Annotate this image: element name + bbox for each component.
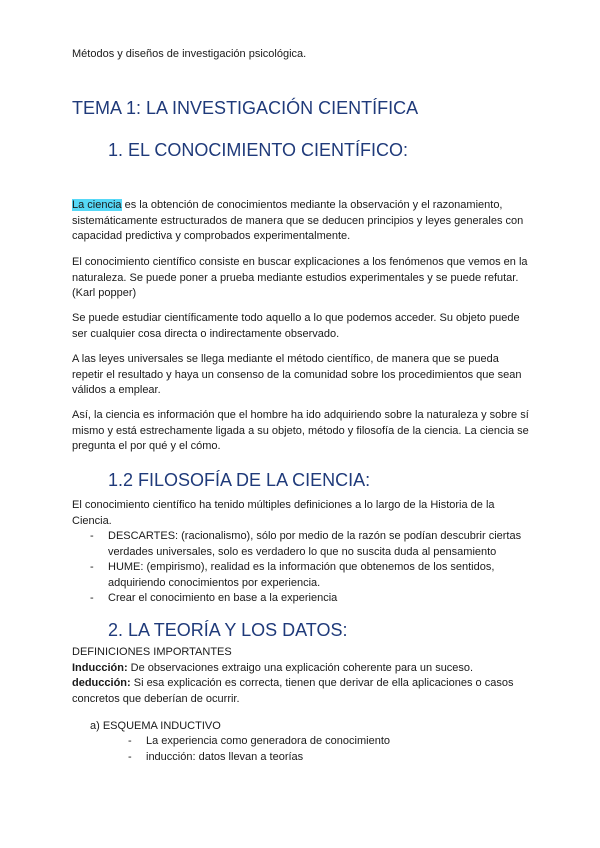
list-item: - DESCARTES: (racionalismo), sólo por medio de la razón se podían descubrir ciertas verdades universales, solo es verdadero lo que no suscita duda al pensamiento xyxy=(90,529,530,560)
tema-title: TEMA 1: LA INVESTIGACIÓN CIENTÍFICA xyxy=(72,98,419,118)
paragraph-filosofia-intro: El conocimiento científico ha tenido múltiples definiciones a lo largo de la Historia de la Ciencia. xyxy=(72,499,495,527)
paragraph-objeto: Se puede estudiar científicamente todo aquello a lo que podemos acceder. Su objeto puede ser cualquier cosa directa o indirectamente observado. xyxy=(72,312,520,340)
list-item: - HUME: (empirismo), realidad es la información que obtenemos de los sentidos, adquiriendo conocimientos por experiencia. xyxy=(90,560,530,591)
inductive-list xyxy=(128,734,528,765)
definition-text: De observaciones extraigo una explicación coherente para un suceso. xyxy=(127,661,474,674)
list-item: - La experiencia como generadora de conocimiento xyxy=(128,734,528,750)
paragraph-conocimiento: El conocimiento científico consiste en buscar explicaciones a los fenómenos que vemos en la naturaleza. Se puede poner a prueba mediante estudios experimentales y se puede refutar. (Karl popper) xyxy=(72,256,528,300)
definition-text: Si esa explicación es correcta, tienen que derivar de ella aplicaciones o casos concretos que deberían de ocurrir. xyxy=(72,677,514,705)
definition-deduccion xyxy=(72,676,532,707)
paragraph-ciencia-text: es la obtención de conocimientos mediante la observación y el razonamiento, sistemáticamente estructurados de manera que se deducen principios y leyes generales con capacidad predictiva y comprobados experimentalmente. xyxy=(72,199,524,243)
section-3-title: 2. LA TEORÍA Y LOS DATOS: xyxy=(108,620,348,640)
subsection-label: a) ESQUEMA INDUCTIVO xyxy=(90,720,221,732)
highlighted-term: La ciencia xyxy=(72,199,122,211)
definition-induccion xyxy=(72,661,532,677)
philosophy-list xyxy=(90,529,530,607)
definition-term: Inducción: xyxy=(72,661,128,674)
definition-term: deducción: xyxy=(72,677,131,690)
list-item: - inducción: datos llevan a teorías xyxy=(128,750,528,766)
section-2-title: 1.2 FILOSOFÍA DE LA CIENCIA: xyxy=(108,470,371,490)
paragraph-leyes: A las leyes universales se llega mediante el método científico, de manera que se pueda repetir el resultado y haya un consenso de la comunidad sobre los procedimientos que sean válidos a emplear. xyxy=(72,353,522,397)
definitions-heading: DEFINICIONES IMPORTANTES xyxy=(72,646,232,658)
definitions-block xyxy=(72,645,532,707)
list-item: - Crear el conocimiento en base a la experiencia xyxy=(90,591,530,607)
paragraph-asi: Así, la ciencia es información que el hombre ha ido adquiriendo sobre la naturaleza y sobre sí mismo y está estrechamente ligada a su objeto, método y filosofía de la ciencia. La ciencia se pregunta el por qué y el cómo. xyxy=(72,409,529,453)
paragraph-ciencia xyxy=(72,198,532,245)
section-1-title: 1. EL CONOCIMIENTO CIENTÍFICO: xyxy=(108,140,409,160)
running-head: Métodos y diseños de investigación psicológica. xyxy=(72,48,307,60)
